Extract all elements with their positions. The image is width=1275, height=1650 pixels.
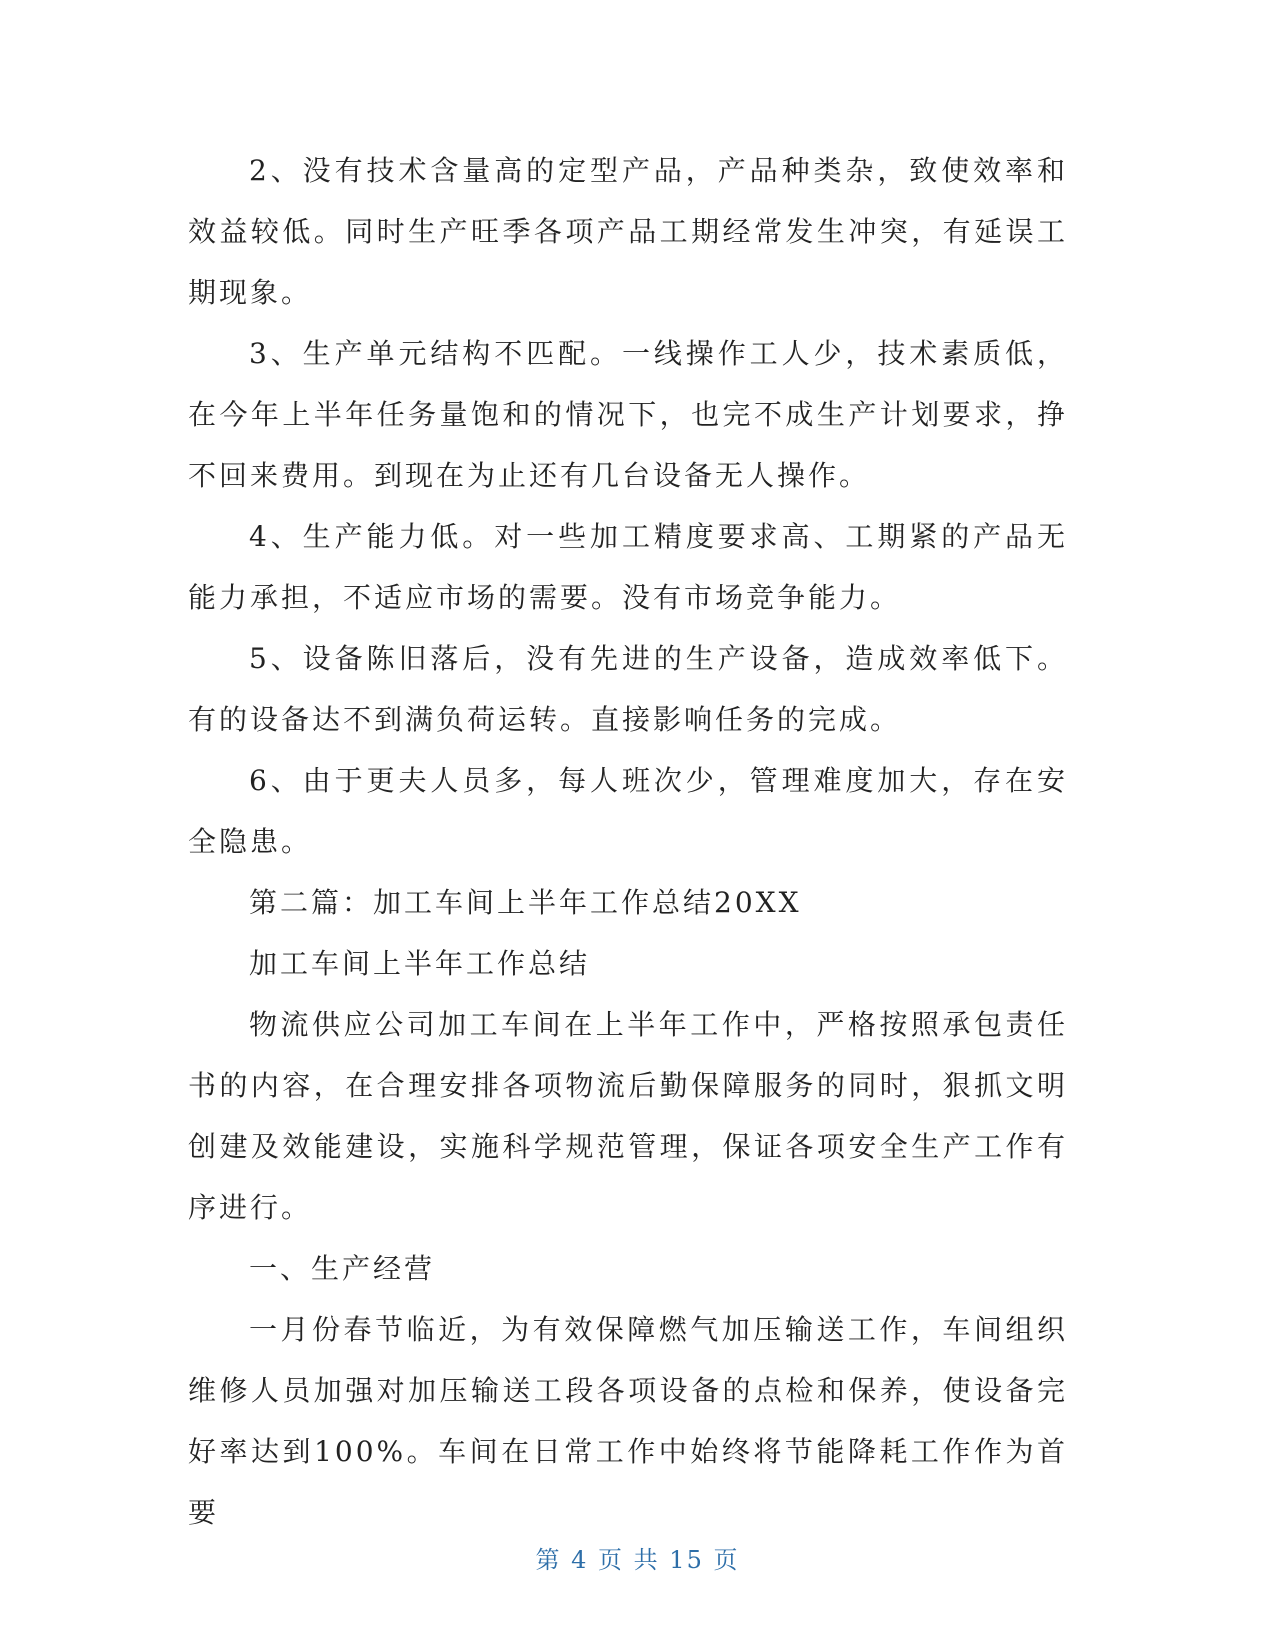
paragraph-item-4: 4、生产能力低。对一些加工精度要求高、工期紧的产品无能力承担，不适应市场的需要。没有市场竞争能力。 [188,520,1068,614]
page-number-footer: 第 4 页 共 15 页 [535,1546,740,1574]
paragraph-item-2: 2、没有技术含量高的定型产品，产品种类杂，致使效率和效益较低。同时生产旺季各项产品工期经常发生冲突，有延误工期现象。 [188,154,1068,309]
paragraph-item-5: 5、设备陈旧落后，没有先进的生产设备，造成效率低下。有的设备达不到满负荷运转。直接影响任务的完成。 [188,642,1068,736]
paragraph-item-3: 3、生产单元结构不匹配。一线操作工人少，技术素质低，在今年上半年任务量饱和的情况下，也完不成生产计划要求，挣不回来费用。到现在为止还有几台设备无人操作。 [188,337,1068,492]
paragraph-item-6: 6、由于更夫人员多，每人班次少，管理难度加大，存在安全隐患。 [188,764,1068,858]
subsection-heading: 一、生产经营 [249,1252,436,1285]
section-title: 加工车间上半年工作总结 [249,947,591,980]
production-paragraph: 一月份春节临近，为有效保障燃气加压输送工作，车间组织维修人员加强对加压输送工段各项设备的点检和保养，使设备完好率达到100%。车间在日常工作中始终将节能降耗工作作为首要 [188,1313,1068,1529]
chapter-title: 第二篇：加工车间上半年工作总结20XX [249,886,802,919]
intro-paragraph: 物流供应公司加工车间在上半年工作中，严格按照承包责任书的内容，在合理安排各项物流后勤保障服务的同时，狠抓文明创建及效能建设，实施科学规范管理，保证各项安全生产工作有序进行。 [188,1008,1068,1224]
document-body [188,140,1068,1543]
